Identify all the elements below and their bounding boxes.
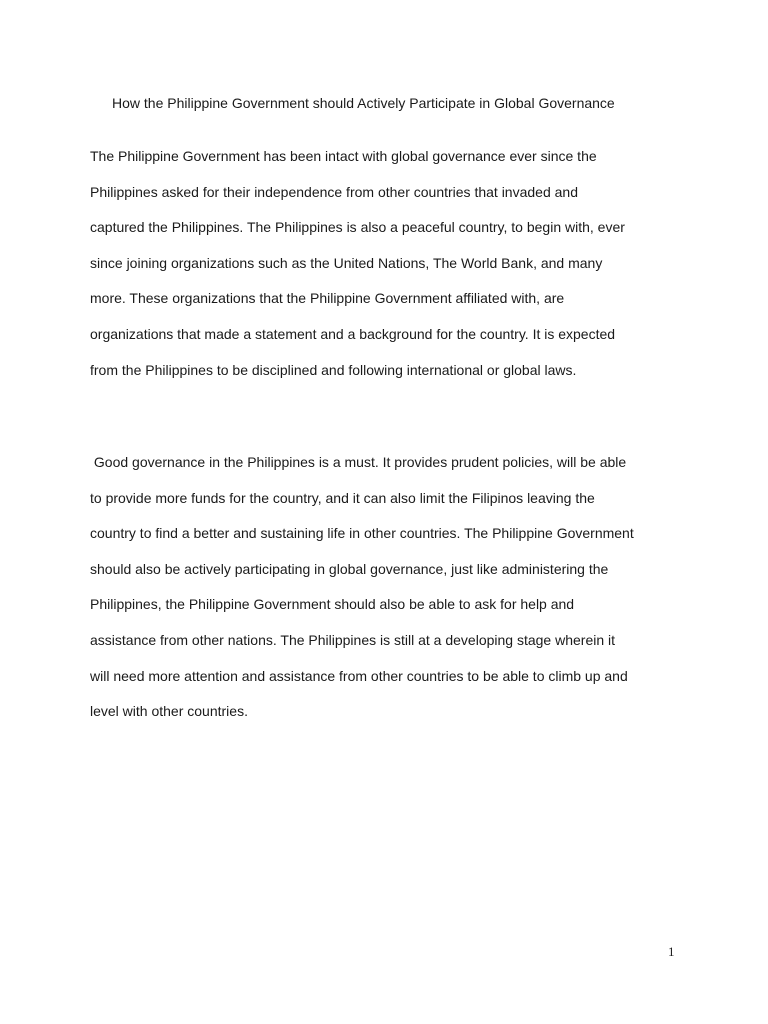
paragraph-line: level with other countries. (90, 703, 248, 720)
paragraph-2 (90, 453, 680, 738)
paragraph-line: captured the Philippines. The Philippines is also a peaceful country, to begin with, ever (90, 219, 625, 236)
paragraph-line: more. These organizations that the Philippine Government affiliated with, are (90, 290, 565, 307)
paragraph-line: The Philippine Government has been intact with global governance ever since the (90, 148, 597, 164)
paragraph-line: will need more attention and assistance from other countries to be able to climb up and (90, 667, 628, 684)
paragraph-line: assistance from other nations. The Philippines is still at a developing stage wherein it (90, 631, 616, 648)
paragraph-line: to provide more funds for the country, and it can also limit the Filipinos leaving the (90, 489, 595, 506)
page-number: 1 (668, 944, 675, 959)
paragraph-line: from the Philippines to be disciplined and following international or global laws. (90, 361, 577, 378)
paragraph-line: Philippines, the Philippine Government should also be able to ask for help and (90, 596, 575, 613)
paragraph-line: organizations that made a statement and a background for the country. It is expected (90, 325, 616, 342)
document-title: How the Philippine Government should Actively Participate in Global Governance (112, 95, 615, 111)
paragraph-1 (90, 147, 680, 396)
paragraph-line: should also be actively participating in global governance, just like administering the (90, 560, 609, 577)
paragraph-line: country to find a better and sustaining life in other countries. The Philippine Government (90, 525, 634, 542)
paragraph-line: Philippines asked for their independence from other countries that invaded and (90, 183, 578, 200)
paragraph-line: since joining organizations such as the United Nations, The World Bank, and many (90, 254, 603, 271)
paragraph-line: Good governance in the Philippines is a must. It provides prudent policies, will be able (90, 454, 627, 470)
